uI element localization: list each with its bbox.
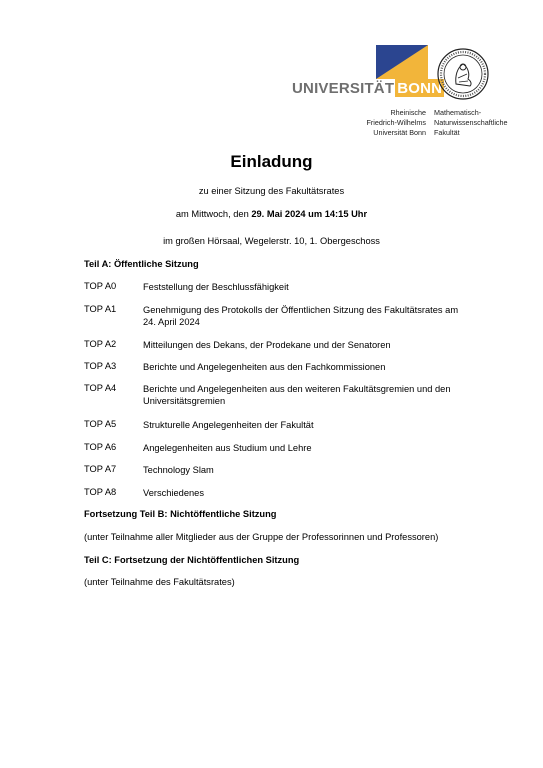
- part-a-heading: Teil A: Öffentliche Sitzung: [84, 259, 199, 269]
- agenda-item-text: Mitteilungen des Dekans, der Prodekane und der Senatoren: [143, 340, 391, 350]
- meeting-date-prefix: am Mittwoch, den: [175, 209, 252, 219]
- invitation-subtitle: zu einer Sitzung des Fakultätsrates: [198, 186, 345, 196]
- agenda-item-label: TOP A7: [84, 464, 117, 474]
- university-address: [350, 108, 426, 138]
- agenda-item-text: Strukturelle Angelegenheiten der Fakultät: [143, 420, 314, 430]
- agenda-item-text: Genehmigung des Protokolls der Öffentlichen Sitzung des Fakultätsrates am 24. April 2024: [143, 305, 459, 327]
- part-c-note: (unter Teilnahme des Fakultätsrates): [84, 577, 235, 587]
- faculty-address: [434, 108, 534, 138]
- meeting-date: [0, 209, 543, 219]
- university-name: UNIVERSITÄT: [292, 80, 395, 97]
- university-address-line: Universität Bonn: [373, 128, 426, 137]
- meeting-location: im großen Hörsaal, Wegelerstr. 10, 1. Obergeschoss: [163, 236, 380, 246]
- part-c-heading: Teil C: Fortsetzung der Nichtöffentlichen Sitzung: [84, 555, 300, 565]
- agenda-item-label: TOP A6: [84, 442, 117, 452]
- university-logo: [290, 45, 443, 105]
- agenda-item-label: TOP A8: [84, 487, 117, 497]
- agenda-item-label: TOP A2: [84, 339, 117, 349]
- faculty-address-line: Naturwissenschaftliche: [434, 118, 508, 127]
- agenda-item-label: TOP A1: [84, 304, 117, 314]
- agenda-item-text: Berichte und Angelegenheiten aus den weiteren Fakultätsgremien und den Universitätsgremien: [143, 384, 451, 406]
- agenda-item-text: Verschiedenes: [143, 488, 204, 498]
- agenda-item-text: Berichte und Angelegenheiten aus den Fachkommissionen: [143, 362, 386, 372]
- meeting-date-time: 29. Mai 2024 um 14:15 Uhr: [251, 209, 368, 219]
- agenda-item-label: TOP A0: [84, 281, 117, 291]
- part-b-heading: Fortsetzung Teil B: Nichtöffentliche Sitzung: [84, 509, 277, 519]
- agenda-item-label: TOP A3: [84, 361, 117, 371]
- university-address-line: Rheinische: [390, 108, 426, 117]
- agenda-item-text: Angelegenheiten aus Studium und Lehre: [143, 443, 312, 453]
- agenda-item-text: Feststellung der Beschlussfähigkeit: [143, 282, 289, 292]
- agenda-item-label: TOP A5: [84, 419, 117, 429]
- faculty-address-line: Fakultät: [434, 128, 460, 137]
- part-b-note: (unter Teilnahme aller Mitglieder aus der Gruppe der Professorinnen und Professoren): [84, 532, 439, 542]
- agenda-item-text: Technology Slam: [143, 465, 214, 475]
- logo-mark-icon: [376, 45, 428, 79]
- faculty-seal-icon: [437, 48, 489, 100]
- faculty-address-line: Mathematisch-: [434, 108, 482, 117]
- university-bonn: BONN: [397, 80, 443, 97]
- university-address-line: Friedrich-Wilhelms: [366, 118, 426, 127]
- document-title: Einladung: [230, 152, 313, 171]
- agenda-item-label: TOP A4: [84, 383, 117, 393]
- university-wordmark: [292, 79, 444, 97]
